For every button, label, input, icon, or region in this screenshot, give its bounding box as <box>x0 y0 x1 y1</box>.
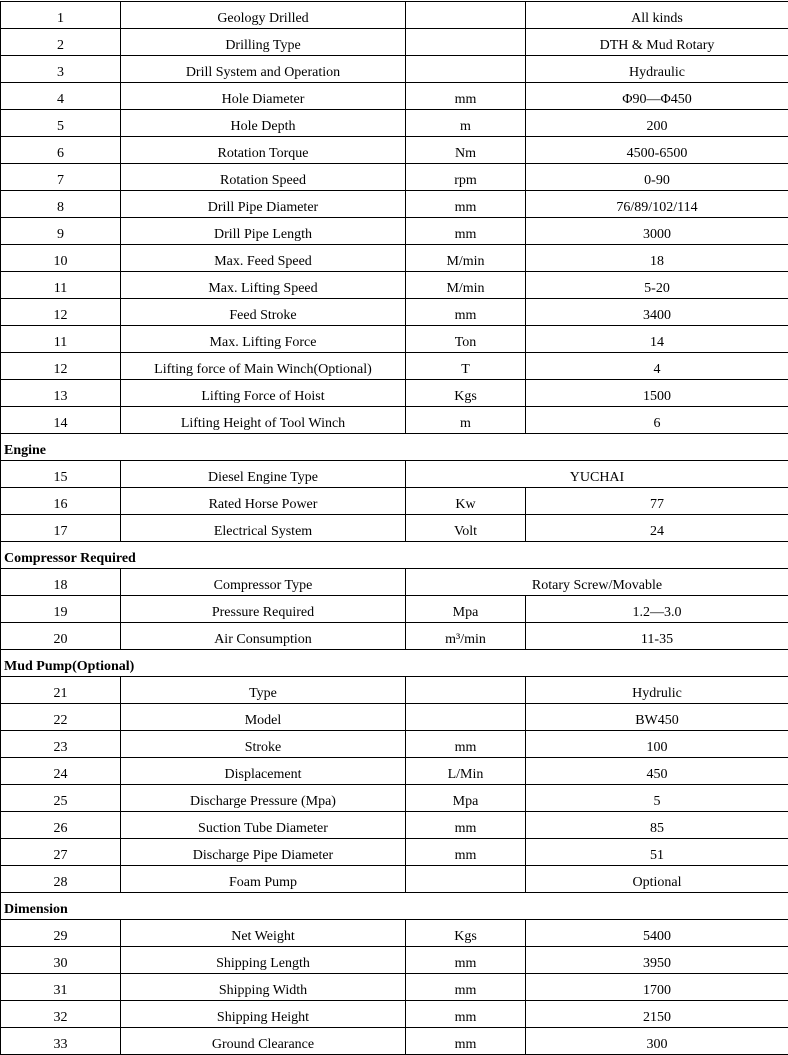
parameter-unit: M/min <box>406 272 526 299</box>
parameter-unit: mm <box>406 839 526 866</box>
specification-table <box>0 1 788 1055</box>
section-title: Mud Pump(Optional) <box>1 650 788 677</box>
row-number: 19 <box>1 596 121 623</box>
parameter-value: Hydraulic <box>526 56 788 83</box>
table-row <box>1 974 788 1001</box>
parameter-value: BW450 <box>526 704 788 731</box>
parameter-unit: mm <box>406 1028 526 1055</box>
table-row <box>1 56 788 83</box>
parameter-name: Max. Feed Speed <box>121 245 406 272</box>
row-number: 10 <box>1 245 121 272</box>
parameter-unit: rpm <box>406 164 526 191</box>
parameter-unit: m <box>406 407 526 434</box>
table-row <box>1 29 788 56</box>
parameter-unit: mm <box>406 1001 526 1028</box>
parameter-unit: mm <box>406 299 526 326</box>
section-header-row <box>1 893 788 920</box>
section-header-row <box>1 650 788 677</box>
row-number: 7 <box>1 164 121 191</box>
parameter-value: Hydrulic <box>526 677 788 704</box>
parameter-value: 3400 <box>526 299 788 326</box>
row-number: 13 <box>1 380 121 407</box>
parameter-unit: Nm <box>406 137 526 164</box>
table-row <box>1 272 788 299</box>
parameter-name: Pressure Required <box>121 596 406 623</box>
parameter-name: Diesel Engine Type <box>121 461 406 488</box>
row-number: 12 <box>1 353 121 380</box>
parameter-name: Suction Tube Diameter <box>121 812 406 839</box>
parameter-value: 5 <box>526 785 788 812</box>
parameter-name: Shipping Width <box>121 974 406 1001</box>
parameter-value: DTH & Mud Rotary <box>526 29 788 56</box>
parameter-value: 77 <box>526 488 788 515</box>
row-number: 9 <box>1 218 121 245</box>
parameter-value: 76/89/102/114 <box>526 191 788 218</box>
parameter-value: 51 <box>526 839 788 866</box>
parameter-unit <box>406 704 526 731</box>
row-number: 5 <box>1 110 121 137</box>
parameter-value: 5-20 <box>526 272 788 299</box>
parameter-value: 2150 <box>526 1001 788 1028</box>
table-row <box>1 812 788 839</box>
parameter-value: Rotary Screw/Movable <box>406 569 788 596</box>
parameter-name: Air Consumption <box>121 623 406 650</box>
table-row <box>1 2 788 29</box>
parameter-unit: T <box>406 353 526 380</box>
parameter-name: Model <box>121 704 406 731</box>
parameter-unit: mm <box>406 947 526 974</box>
row-number: 3 <box>1 56 121 83</box>
parameter-value: 18 <box>526 245 788 272</box>
row-number: 6 <box>1 137 121 164</box>
row-number: 1 <box>1 2 121 29</box>
parameter-value: 300 <box>526 1028 788 1055</box>
row-number: 21 <box>1 677 121 704</box>
section-header-row <box>1 434 788 461</box>
parameter-unit: mm <box>406 812 526 839</box>
table-row <box>1 326 788 353</box>
row-number: 30 <box>1 947 121 974</box>
row-number: 32 <box>1 1001 121 1028</box>
table-row <box>1 704 788 731</box>
parameter-name: Geology Drilled <box>121 2 406 29</box>
parameter-name: Drill Pipe Diameter <box>121 191 406 218</box>
section-title: Engine <box>1 434 788 461</box>
parameter-unit <box>406 2 526 29</box>
table-row <box>1 461 788 488</box>
table-row <box>1 407 788 434</box>
table-row <box>1 1001 788 1028</box>
table-row <box>1 596 788 623</box>
table-row <box>1 191 788 218</box>
row-number: 27 <box>1 839 121 866</box>
row-number: 31 <box>1 974 121 1001</box>
row-number: 18 <box>1 569 121 596</box>
parameter-value: 1700 <box>526 974 788 1001</box>
parameter-name: Stroke <box>121 731 406 758</box>
parameter-unit: mm <box>406 731 526 758</box>
parameter-value: 450 <box>526 758 788 785</box>
parameter-unit <box>406 29 526 56</box>
table-row <box>1 164 788 191</box>
parameter-unit: Kgs <box>406 920 526 947</box>
table-row <box>1 758 788 785</box>
parameter-name: Lifting Height of Tool Winch <box>121 407 406 434</box>
parameter-unit: mm <box>406 218 526 245</box>
table-row <box>1 137 788 164</box>
parameter-name: Shipping Length <box>121 947 406 974</box>
parameter-name: Lifting force of Main Winch(Optional) <box>121 353 406 380</box>
parameter-value: 5400 <box>526 920 788 947</box>
row-number: 24 <box>1 758 121 785</box>
parameter-value: 6 <box>526 407 788 434</box>
parameter-unit: Ton <box>406 326 526 353</box>
parameter-name: Discharge Pressure (Mpa) <box>121 785 406 812</box>
parameter-unit <box>406 677 526 704</box>
table-row <box>1 110 788 137</box>
parameter-unit: Kw <box>406 488 526 515</box>
parameter-value: YUCHAI <box>406 461 788 488</box>
specification-table-body <box>1 2 788 1055</box>
parameter-value: Φ90—Φ450 <box>526 83 788 110</box>
parameter-unit: Mpa <box>406 785 526 812</box>
parameter-name: Feed Stroke <box>121 299 406 326</box>
row-number: 28 <box>1 866 121 893</box>
parameter-name: Drilling Type <box>121 29 406 56</box>
parameter-unit <box>406 56 526 83</box>
table-row <box>1 569 788 596</box>
row-number: 8 <box>1 191 121 218</box>
parameter-name: Ground Clearance <box>121 1028 406 1055</box>
parameter-unit: mm <box>406 191 526 218</box>
parameter-name: Compressor Type <box>121 569 406 596</box>
table-row <box>1 218 788 245</box>
parameter-name: Rotation Speed <box>121 164 406 191</box>
table-row <box>1 839 788 866</box>
table-row <box>1 785 788 812</box>
row-number: 26 <box>1 812 121 839</box>
parameter-value: 85 <box>526 812 788 839</box>
table-row <box>1 866 788 893</box>
row-number: 22 <box>1 704 121 731</box>
row-number: 29 <box>1 920 121 947</box>
table-row <box>1 83 788 110</box>
parameter-name: Max. Lifting Speed <box>121 272 406 299</box>
parameter-unit: m³/min <box>406 623 526 650</box>
parameter-unit: Mpa <box>406 596 526 623</box>
parameter-value: 1.2—3.0 <box>526 596 788 623</box>
parameter-value: 0-90 <box>526 164 788 191</box>
section-header-row <box>1 542 788 569</box>
row-number: 16 <box>1 488 121 515</box>
table-row <box>1 677 788 704</box>
row-number: 2 <box>1 29 121 56</box>
parameter-name: Drill Pipe Length <box>121 218 406 245</box>
row-number: 4 <box>1 83 121 110</box>
table-row <box>1 1028 788 1055</box>
parameter-unit: mm <box>406 974 526 1001</box>
table-row <box>1 380 788 407</box>
row-number: 23 <box>1 731 121 758</box>
parameter-unit: m <box>406 110 526 137</box>
parameter-value: 200 <box>526 110 788 137</box>
parameter-name: Displacement <box>121 758 406 785</box>
parameter-unit: M/min <box>406 245 526 272</box>
row-number: 11 <box>1 326 121 353</box>
parameter-value: 3000 <box>526 218 788 245</box>
table-row <box>1 299 788 326</box>
row-number: 14 <box>1 407 121 434</box>
parameter-value: 100 <box>526 731 788 758</box>
parameter-name: Type <box>121 677 406 704</box>
table-row <box>1 947 788 974</box>
parameter-value: 11-35 <box>526 623 788 650</box>
parameter-name: Discharge Pipe Diameter <box>121 839 406 866</box>
parameter-value: 4500-6500 <box>526 137 788 164</box>
parameter-name: Hole Depth <box>121 110 406 137</box>
parameter-unit: Kgs <box>406 380 526 407</box>
section-title: Dimension <box>1 893 788 920</box>
parameter-name: Rated Horse Power <box>121 488 406 515</box>
parameter-unit: L/Min <box>406 758 526 785</box>
table-row <box>1 245 788 272</box>
parameter-name: Lifting Force of Hoist <box>121 380 406 407</box>
row-number: 15 <box>1 461 121 488</box>
parameter-name: Shipping Height <box>121 1001 406 1028</box>
table-row <box>1 488 788 515</box>
parameter-value: 24 <box>526 515 788 542</box>
parameter-unit <box>406 866 526 893</box>
section-title: Compressor Required <box>1 542 788 569</box>
table-row <box>1 731 788 758</box>
parameter-value: All kinds <box>526 2 788 29</box>
parameter-name: Hole Diameter <box>121 83 406 110</box>
parameter-name: Net Weight <box>121 920 406 947</box>
parameter-name: Electrical System <box>121 515 406 542</box>
parameter-name: Foam Pump <box>121 866 406 893</box>
parameter-value: Optional <box>526 866 788 893</box>
parameter-unit: mm <box>406 83 526 110</box>
row-number: 25 <box>1 785 121 812</box>
parameter-value: 4 <box>526 353 788 380</box>
parameter-name: Max. Lifting Force <box>121 326 406 353</box>
parameter-value: 3950 <box>526 947 788 974</box>
row-number: 17 <box>1 515 121 542</box>
table-row <box>1 353 788 380</box>
parameter-unit: Volt <box>406 515 526 542</box>
table-row <box>1 515 788 542</box>
parameter-value: 1500 <box>526 380 788 407</box>
parameter-name: Rotation Torque <box>121 137 406 164</box>
row-number: 33 <box>1 1028 121 1055</box>
table-row <box>1 623 788 650</box>
row-number: 20 <box>1 623 121 650</box>
parameter-name: Drill System and Operation <box>121 56 406 83</box>
row-number: 11 <box>1 272 121 299</box>
row-number: 12 <box>1 299 121 326</box>
table-row <box>1 920 788 947</box>
parameter-value: 14 <box>526 326 788 353</box>
